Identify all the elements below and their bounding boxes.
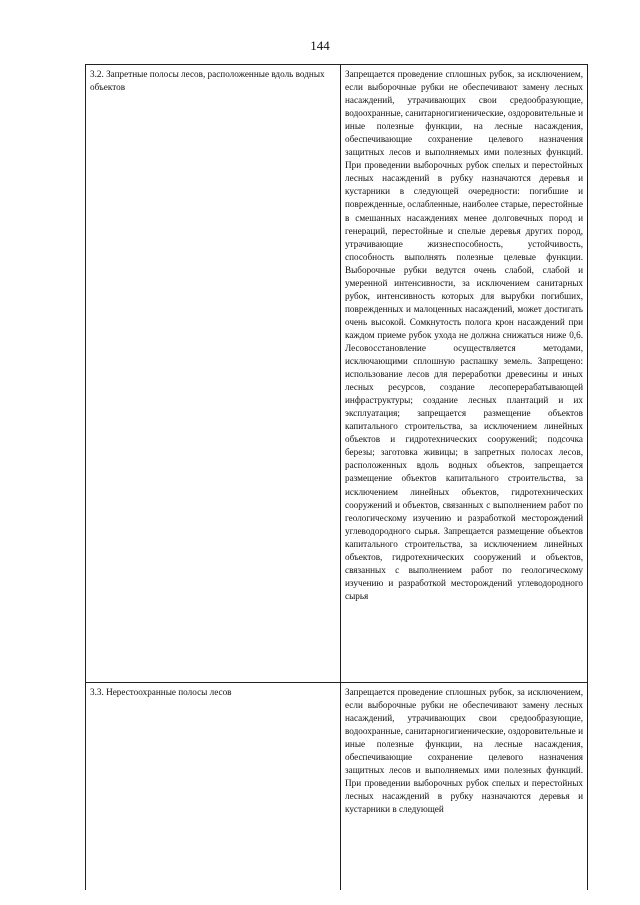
category-cell: 3.2. Запретные полосы лесов, расположенные вдоль водных объектов xyxy=(86,65,341,683)
regulations-table xyxy=(85,64,588,890)
table-row xyxy=(86,683,588,891)
table-row xyxy=(86,65,588,683)
regulation-text-cell: Запрещается проведение сплошных рубок, за исключением, если выборочные рубки не обеспечивают замену лесных насаждений, утрачивающих свои средообразующие, водоохранные, санитарногигиенические, оздоровительные и иные полезные функции, на лесные насаждения, обеспечивающие сохранение целевого назначения защитных лесов и выполняемых ими полезных функций. При проведении выборочных рубок спелых и перестойных лесных насаждений в рубку назначаются деревья и кустарники в следующей xyxy=(341,683,588,891)
regulation-text-cell: Запрещается проведение сплошных рубок, за исключением, если выборочные рубки не обеспечивают замену лесных насаждений, утрачивающих свои средообразующие, водоохранные, санитарногигиенические, оздоровительные и иные полезные функции, на лесные насаждения, обеспечивающие сохранение целевого назначения защитных лесов и выполняемых ими полезных функций. При проведении выборочных рубок спелых и перестойных лесных насаждений в рубку назначаются деревья и кустарники в следующей очередности: погибшие и поврежденные, ослабленные, наиболее старые, перестойные в смешанных насаждениях менее долговечных пород и генераций, перестойные и спелые деревья других пород, утрачивающие жизнеспособность, устойчивость, способность выполнять полезные целевые функции. Выборочные рубки ведутся очень слабой, слабой и умеренной интенсивности, за исключением санитарных рубок, интенсивность которых для вырубки погибших, поврежденных и малоценных насаждений, может достигать очень высокой. Сомкнутость полога крон насаждений при каждом приеме рубок ухода не должна снижаться ниже 0,6. Лесовосстановление осуществляется методами, исключающими сплошную распашку земель. Запрещено: использование лесов для переработки древесины и иных лесных ресурсов, создание лесоперерабатывающей инфраструктуры; создание лесных плантаций и их эксплуатация; запрещается размещение объектов капитального строительства, за исключением линейных объектов и гидротехнических сооружений; подсочка березы; заготовка живицы; в запретных полосах лесов, расположенных вдоль водных объектов, запрещается размещение объектов капитального строительства, за исключением линейных объектов, гидротехнических сооружений и объектов, связанных с выполнением работ по геологическому изучению и разработкой месторождений углеводородного сырья. Запрещается размещение объектов капитального строительства, за исключением линейных объектов, гидротехнических сооружений и объектов, связанных с выполнением работ по геологическому изучению и разработкой месторождений углеводородного сырья xyxy=(341,65,588,683)
page-number: 144 xyxy=(310,38,330,53)
category-cell: 3.3. Нерестоохранные полосы лесов xyxy=(86,683,341,891)
